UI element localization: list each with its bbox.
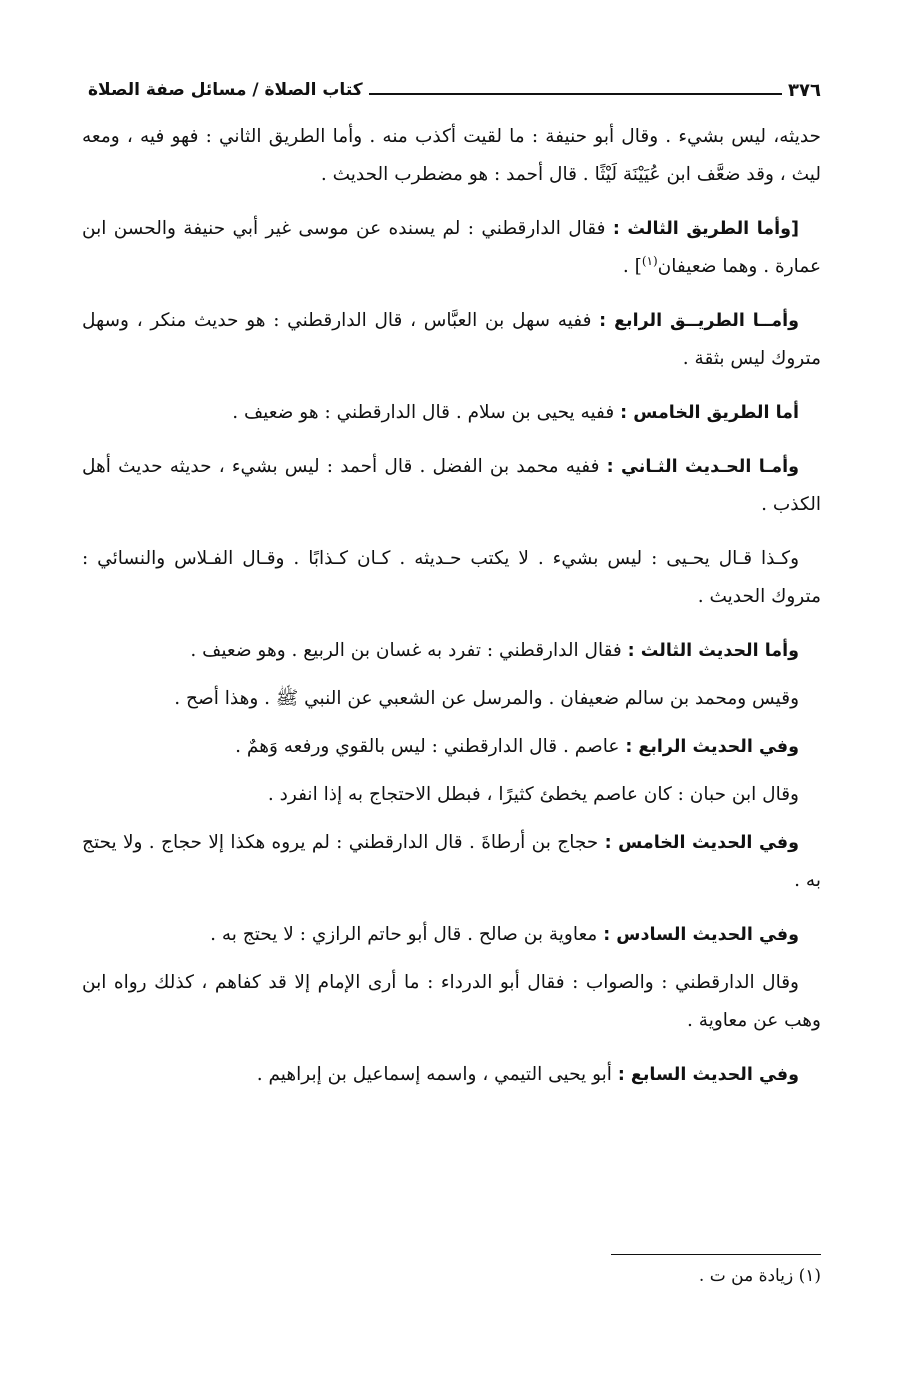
paragraph-text: فقال الدارقطني : لم يسنده عن موسى غير أبي حنيفة والحسن ابن عمارة . وهما ضعيفان [82, 218, 821, 277]
paragraph-text: وقيس ومحمد بن سالم ضعيفان . والمرسل عن الشعبي عن النبي ﷺ . وهذا أصح . [174, 688, 799, 709]
paragraph-lead: وفي الحديث الخامس : [604, 833, 799, 853]
paragraph-text: ففيه يحيى بن سلام . قال الدارقطني : هو ضعيف . [232, 402, 621, 423]
paragraph-7 [82, 632, 821, 670]
paragraph-10 [82, 776, 821, 814]
paragraph-9 [82, 728, 821, 766]
footnote-text: زيادة من ت . [698, 1266, 799, 1286]
page-number: ٣٧٦ [788, 79, 821, 101]
paragraph-text: فقال الدارقطني : تفرد به غسان بن الربيع . وهو ضعيف . [190, 640, 628, 661]
paragraph-lead: أما الطريق الخامس : [620, 403, 799, 423]
paragraph-text: ففيه محمد بن الفضل . قال أحمد : ليس بشيء ، حديثه حديث أهل الكذب . [82, 456, 821, 515]
paragraph-6 [82, 540, 821, 616]
header-rule [369, 93, 782, 95]
paragraph-text: وقال الدارقطني : والصواب : فقال أبو الدرداء : ما أرى الإمام إلا قد كفاهم ، كذلك رواه ابن وهب عن معاوية . [82, 972, 821, 1031]
paragraph-text: عاصم . قال الدارقطني : ليس بالقوي ورفعه وَهمٌ . [235, 736, 626, 757]
paragraph-8 [82, 680, 821, 718]
paragraph-13 [82, 964, 821, 1040]
paragraph-lead: وأمــا الطريــق الرابع : [599, 311, 799, 331]
paragraph-2 [82, 210, 821, 286]
footnote-reference: (١) [641, 253, 658, 268]
paragraph-1 [82, 118, 821, 194]
paragraph-3 [82, 302, 821, 378]
paragraph-text: حديثه، ليس بشيء . وقال أبو حنيفة : ما لقيت أكذب منه . وأما الطريق الثاني : فهو فيه ، ومعه ليث ، وقد ضعَّف ابن عُيَيْنَة لَيْثًا . قال أحمد : هو مضطرب الحديث . [82, 126, 821, 185]
paragraph-lead: وأما الحديث الثالث : [627, 641, 799, 661]
paragraph-text: حجاج بن أرطاةَ . قال الدارقطني : لم يروه هكذا إلا حجاج . ولا يحتج به . [82, 832, 821, 891]
paragraph-lead: وفي الحديث السادس : [603, 925, 799, 945]
paragraph-text: ففيه سهل بن العبَّاس ، قال الدارقطني : هو حديث منكر ، وسهل متروك ليس بثقة . [82, 310, 821, 369]
paragraph-tail: ] . [622, 256, 642, 277]
paragraph-lead: وأمـا الحـديث الثـاني : [606, 457, 800, 477]
paragraph-lead: وفي الحديث الرابع : [625, 737, 799, 757]
footnote [699, 1262, 821, 1290]
running-header [78, 70, 821, 110]
paragraph-4 [82, 394, 821, 432]
paragraph-text: وقال ابن حبان : كان عاصم يخطئ كثيرًا ، فبطل الاحتجاج به إذا انفرد . [267, 784, 799, 805]
footnote-marker: (١) [798, 1266, 821, 1286]
footnote-rule [611, 1254, 821, 1255]
paragraph-lead: [وأما الطريق الثالث : [612, 219, 800, 239]
body-text [82, 118, 821, 1110]
paragraph-12 [82, 916, 821, 954]
paragraph-11 [82, 824, 821, 900]
header-title: كتاب الصلاة / مسائل صفة الصلاة [88, 80, 363, 100]
paragraph-lead: وفي الحديث السابع : [617, 1065, 799, 1085]
paragraph-text: أبو يحيى التيمي ، واسمه إسماعيل بن إبراهيم . [256, 1064, 618, 1085]
paragraph-5 [82, 448, 821, 524]
paragraph-text: معاوية بن صالح . قال أبو حاتم الرازي : لا يحتج به . [210, 924, 604, 945]
paragraph-text: وكـذا قـال يحـيى : ليس بشيء . لا يكتب حـديثه . كـان كـذابًا . وقـال الفـلاس والنسائي : متروك الحديث . [82, 548, 821, 607]
paragraph-14 [82, 1056, 821, 1094]
